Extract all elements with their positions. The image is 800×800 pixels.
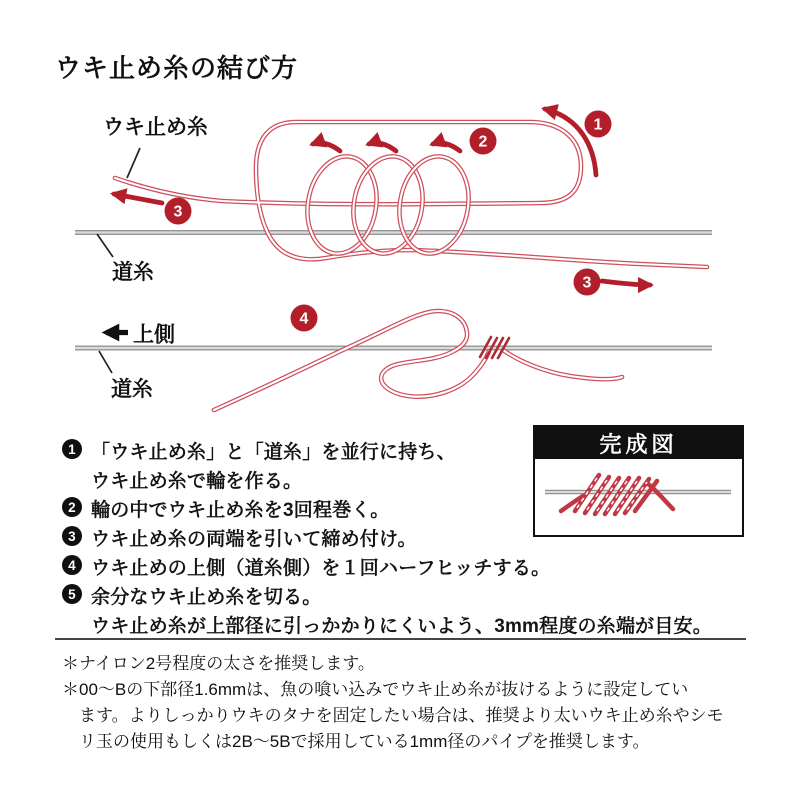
instruction-text: ウキ止め糸の両端を引いて締め付け。	[91, 529, 417, 550]
instruction-step-5	[62, 582, 762, 611]
instruction-text: 輪の中でウキ止め糸を3回程巻く。	[91, 500, 390, 521]
instruction-step-4	[62, 553, 762, 582]
step-number-1: 1	[62, 439, 82, 459]
instruction-text: 余分なウキ止め糸を切る。	[91, 587, 322, 608]
arrow-step3-right	[602, 281, 650, 285]
stopper-thread-step1	[115, 122, 707, 267]
step-number-2: 2	[62, 497, 82, 517]
svg-text:3: 3	[582, 274, 592, 292]
step-badge-1	[585, 111, 612, 138]
instruction-step-1	[62, 437, 762, 466]
instruction-step-2	[62, 495, 762, 524]
main-line-label-2: 道糸	[111, 378, 153, 401]
arrow-wrap-1	[313, 143, 340, 151]
footnote-line: リ玉の使用もしくは2B～5Bで採用している1mm径のパイプを推奨します。	[79, 732, 650, 751]
stopper-thread-label: ウキ止め糸	[103, 116, 208, 139]
step-badge-3-right	[574, 269, 601, 296]
step-number-4: 4	[62, 555, 82, 575]
svg-text:4: 4	[299, 310, 309, 328]
footnote-line: ます。よりしっかりウキのタナを固定したい場合は、推奨より太いウキ止め糸やシモ	[79, 706, 724, 725]
instruction-step-5-cont	[62, 611, 762, 640]
main-line-label-1: 道糸	[112, 261, 154, 284]
stopper-thread-step4	[214, 311, 622, 410]
callout-line-main-line-2	[99, 351, 112, 373]
step-badge-2	[470, 128, 497, 155]
instruction-text: 「ウキ止め糸」と「道糸」を並行に持ち、	[91, 442, 456, 463]
instruction-step-1-cont	[62, 466, 762, 495]
step-number-5: 5	[62, 584, 82, 604]
step-badge-4	[291, 305, 318, 332]
callout-line-main-line-1	[97, 234, 113, 257]
instruction-step-3	[62, 524, 762, 553]
arrow-wrap-3	[433, 143, 460, 151]
instruction-text: ウキ止め糸で輪を作る。	[91, 471, 303, 492]
step-badge-3-left	[165, 198, 192, 225]
instruction-text: ウキ止め糸が上部径に引っかかりにくいよう、3mm程度の糸端が目安。	[91, 616, 712, 637]
footnote-line: ＊00～Bの下部径1.6mmは、魚の喰い込みでウキ止め糸が抜けるように設定してい	[62, 680, 689, 699]
footnote-block	[62, 651, 762, 755]
upper-side-label: 上側	[133, 323, 175, 347]
svg-text:3: 3	[173, 203, 183, 221]
instruction-list	[62, 437, 762, 640]
finished-diagram-title: 完成図	[535, 427, 742, 459]
section-divider	[55, 638, 746, 640]
svg-text:1: 1	[593, 116, 603, 134]
page-title: ウキ止め糸の結び方	[55, 53, 299, 83]
arrow-wrap-2	[369, 143, 396, 151]
arrow-step3-left	[114, 194, 162, 203]
step-number-3: 3	[62, 526, 82, 546]
callout-line-stopper-thread	[127, 148, 140, 178]
svg-text:2: 2	[478, 133, 488, 151]
footnote-line: ＊ナイロン2号程度の太さを推奨します。	[62, 654, 375, 673]
instruction-text: ウキ止めの上側（道糸側）を１回ハーフヒッチする。	[91, 558, 551, 579]
